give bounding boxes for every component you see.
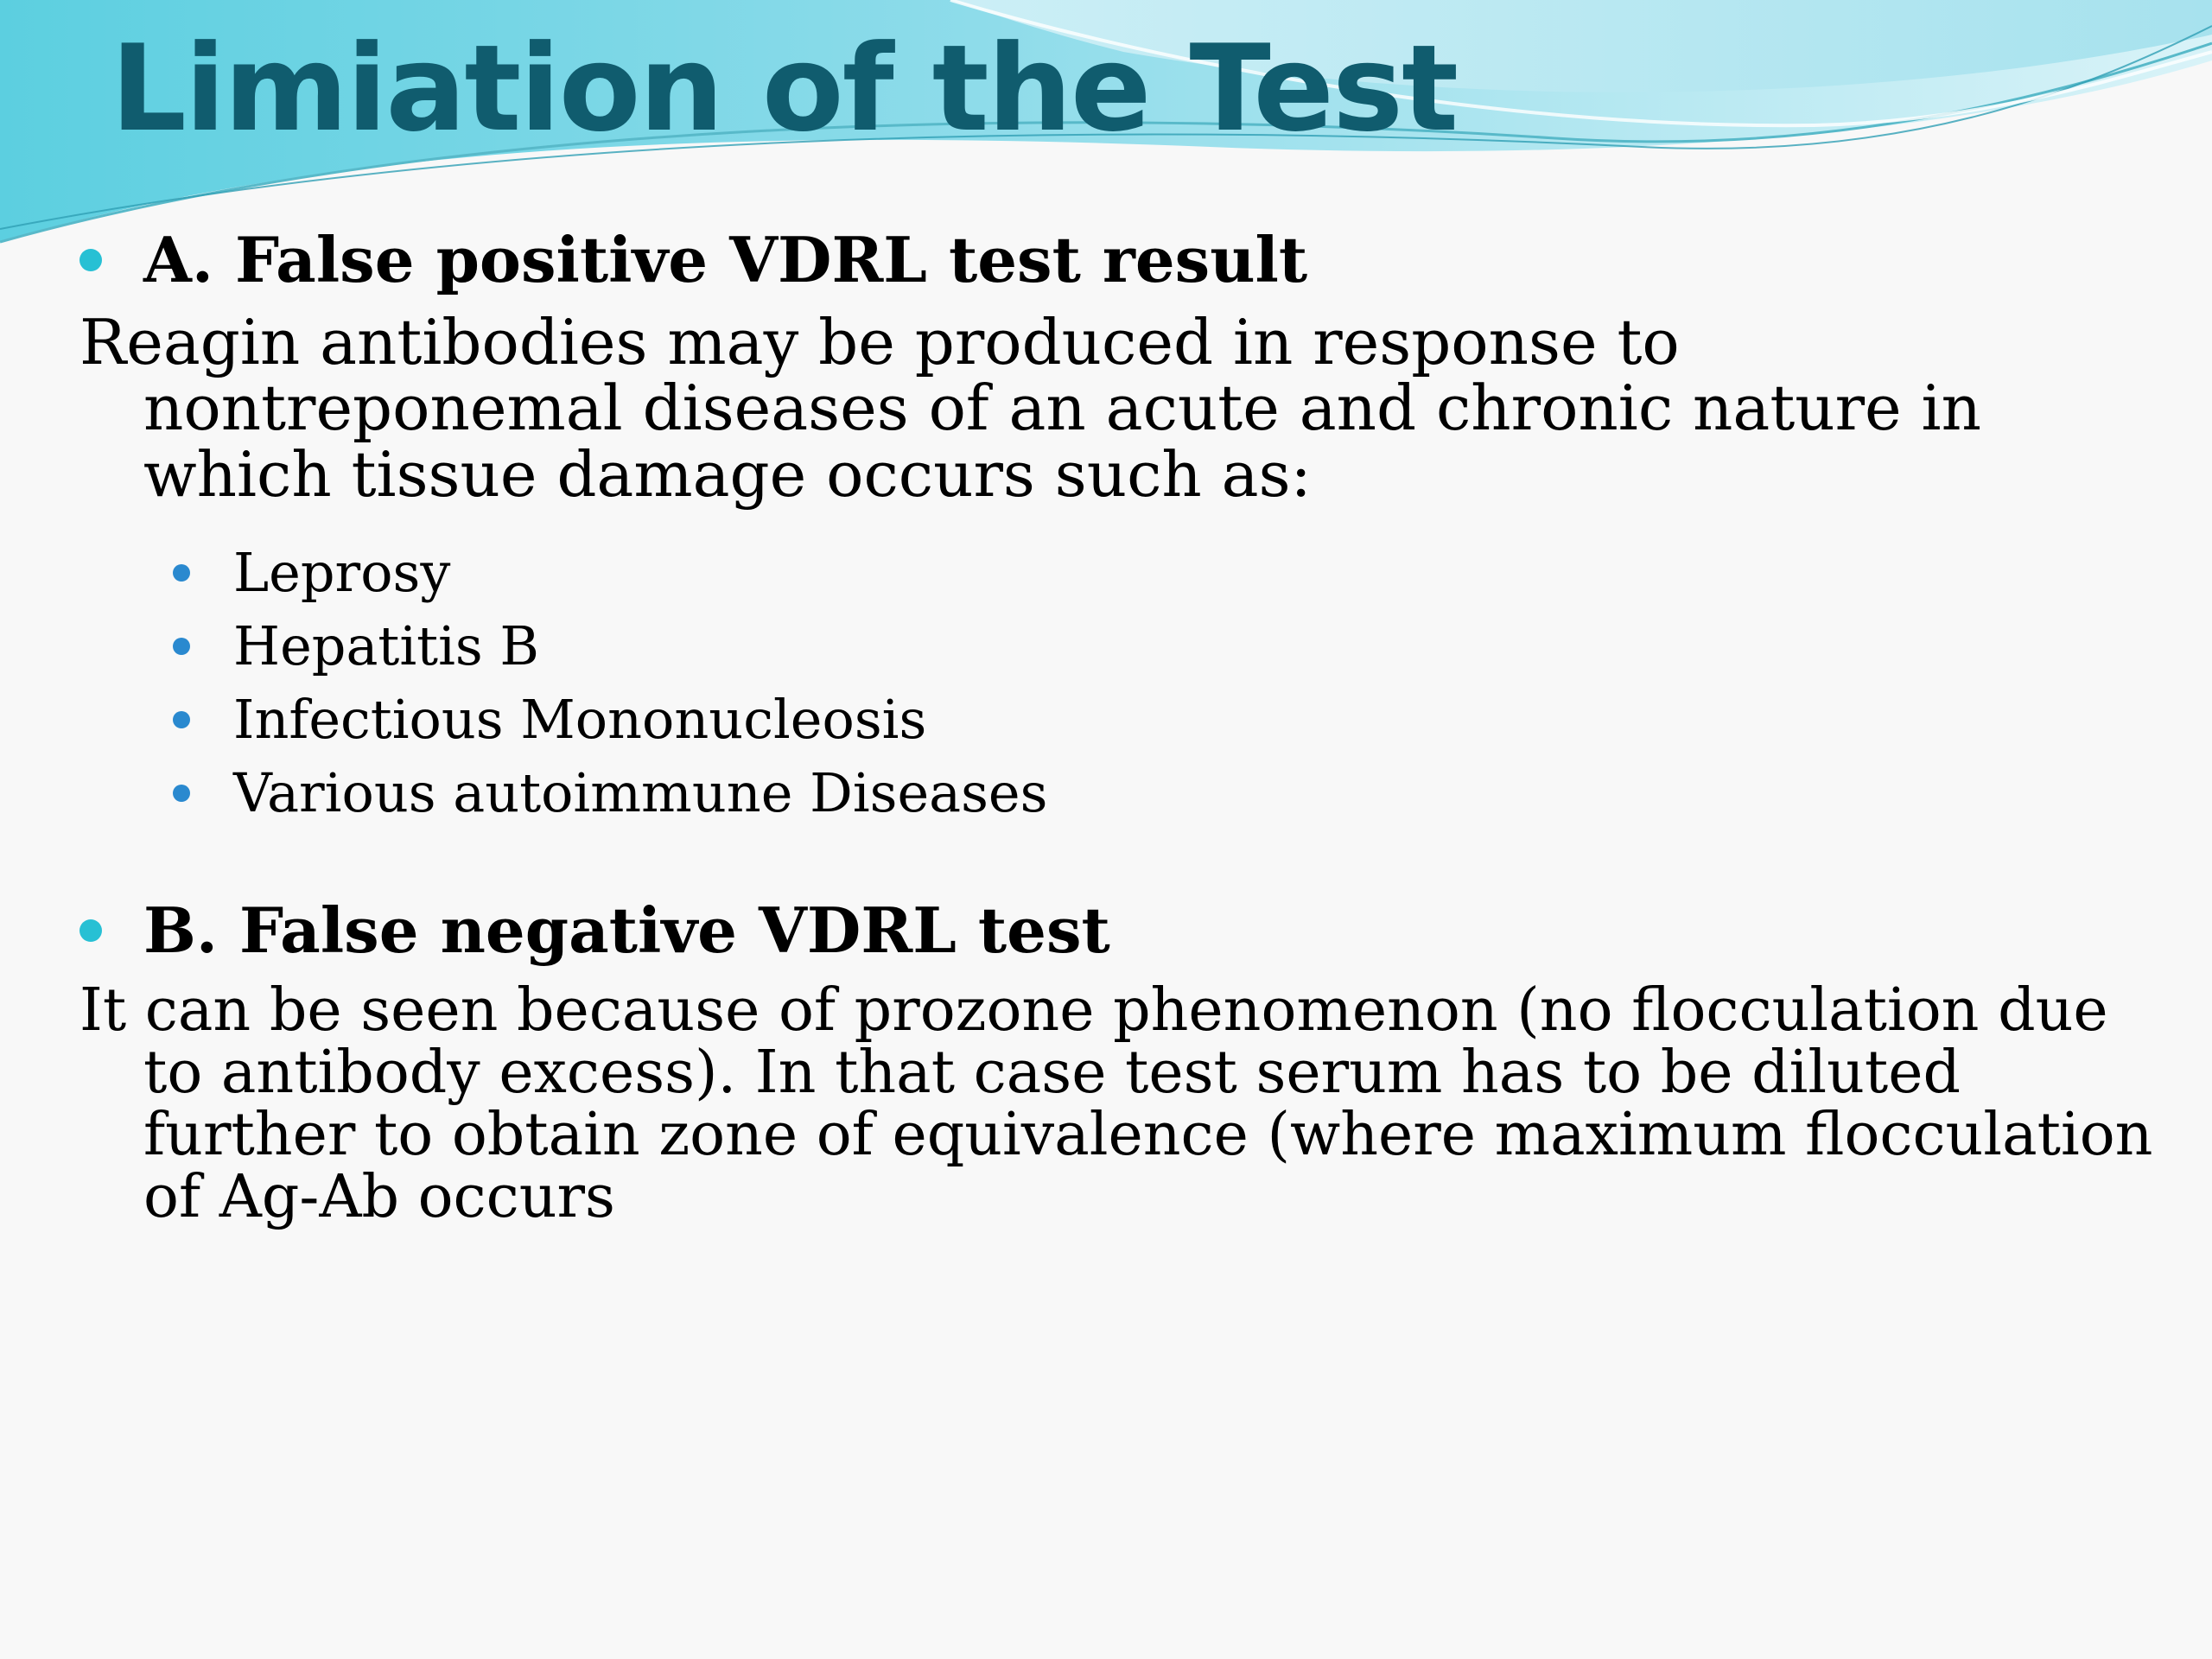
list-item [173, 536, 1047, 609]
bullet-icon [173, 638, 190, 655]
section-a-body: Reagin antibodies may be produced in response to nontreponemal diseases of an acute and chronic nature in which tissue damage occurs such as: [79, 306, 1981, 511]
section-a-heading [79, 223, 1307, 296]
list-item-label: Hepatitis B [233, 614, 539, 677]
list-item [173, 609, 1047, 683]
list-item-label: Infectious Mononucleosis [233, 688, 927, 751]
list-item [173, 756, 1047, 830]
list-item-label: Leprosy [233, 541, 451, 604]
section-b-heading-text: B. False negative VDRL test [143, 893, 1110, 967]
bullet-icon [79, 249, 102, 271]
bullet-icon [173, 711, 190, 728]
section-b-heading [79, 893, 1110, 967]
bullet-icon [173, 564, 190, 582]
bullet-icon [173, 785, 190, 802]
list-item [173, 683, 1047, 756]
bullet-icon [79, 919, 102, 942]
slide-title: Limiation of the Test [111, 19, 1458, 158]
section-b-body: It can be seen because of prozone phenomenon (no flocculation due to antibody excess). In that case test serum has to be diluted further to obtain zone of equivalence (where maximum flocculation of Ag-Ab occurs [79, 976, 2153, 1232]
list-item-label: Various autoimmune Diseases [233, 761, 1048, 824]
disease-list [173, 536, 1047, 830]
section-a-heading-text: A. False positive VDRL test result [143, 223, 1308, 296]
